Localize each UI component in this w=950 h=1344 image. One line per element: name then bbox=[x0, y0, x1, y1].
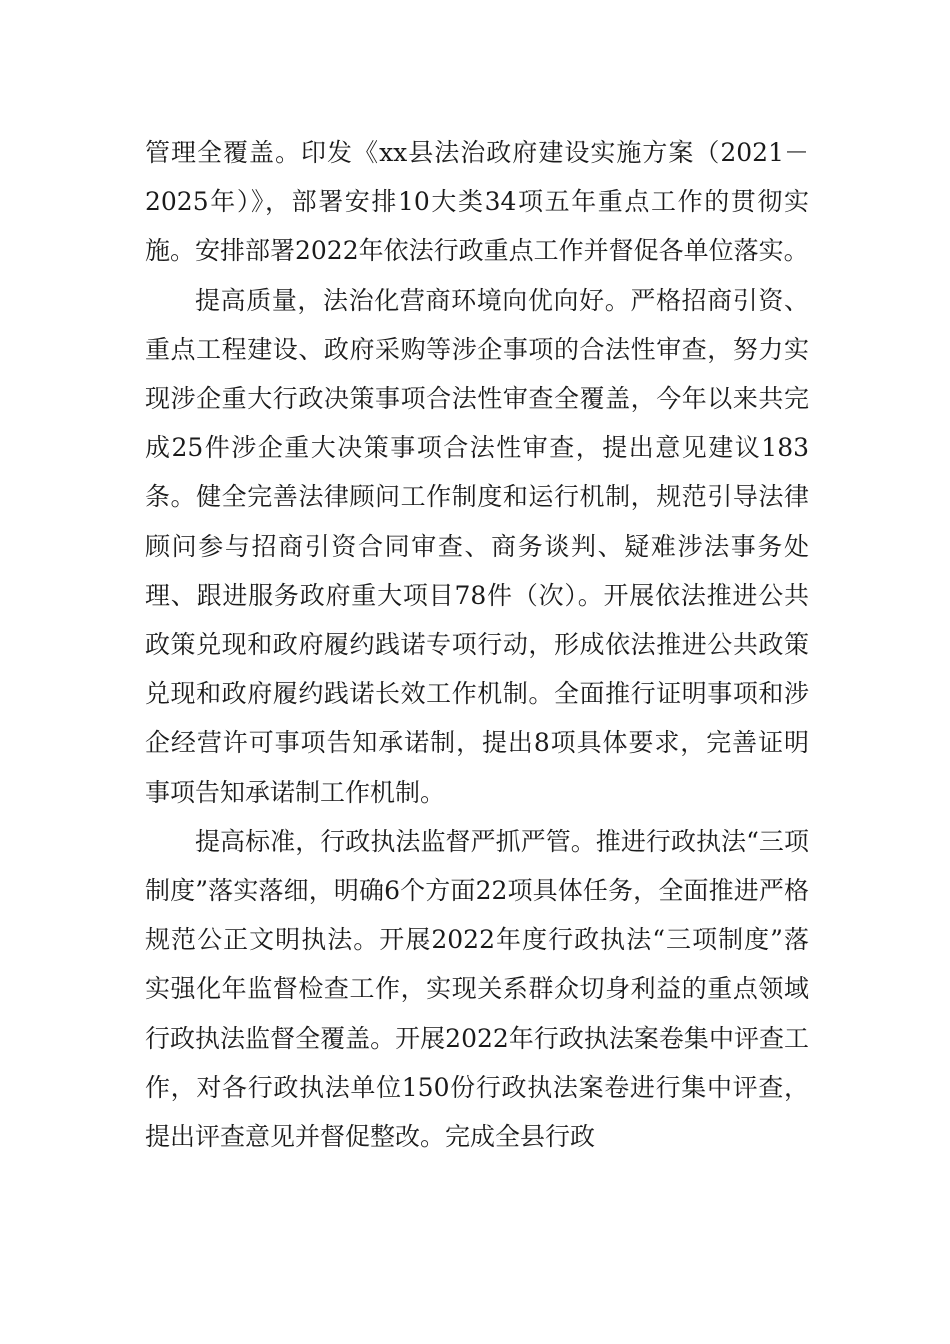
paragraph-law-enforcement-supervision: 提高标准，行政执法监督严抓严管。推进行政执法“三项制度”落实落细，明确6个方面22项具体任务，全面推进严格规范公正文明执法。开展2022年度行政执法“三项制度”落实强化年监督检查工作，实现关系群众切身利益的重点领域行政执法监督全覆盖。开展2022年行政执法案卷集中评查工作，对各行政执法单位150份行政执法案卷进行集中评查，提出评查意见并督促整改。完成全县行政 bbox=[145, 826, 809, 1152]
paragraph-business-environment: 提高质量，法治化营商环境向优向好。严格招商引资、重点工程建设、政府采购等涉企事项的合法性审查，努力实现涉企重大行政决策事项合法性审查全覆盖，今年以来共完成25件涉企重大决策事项合法性审查，提出意见建议183条。健全完善法律顾问工作制度和运行机制，规范引导法律顾问参与招商引资合同审查、商务谈判、疑难涉法事务处理、跟进服务政府重大项目78件（次）。开展依法推进公共政策兑现和政府履约践诺专项行动，形成依法推进公共政策兑现和政府履约践诺长效工作机制。全面推行证明事项和涉企经营许可事项告知承诺制，提出8项具体要求，完善证明事项告知承诺制工作机制。 bbox=[145, 285, 809, 807]
paragraph-continuation: 管理全覆盖。印发《xx县法治政府建设实施方案（2021－2025年）》，部署安排10大类34项五年重点工作的贯彻实施。安排部署2022年依法行政重点工作并督促各单位落实。 bbox=[145, 138, 809, 266]
document-body bbox=[145, 128, 809, 1161]
